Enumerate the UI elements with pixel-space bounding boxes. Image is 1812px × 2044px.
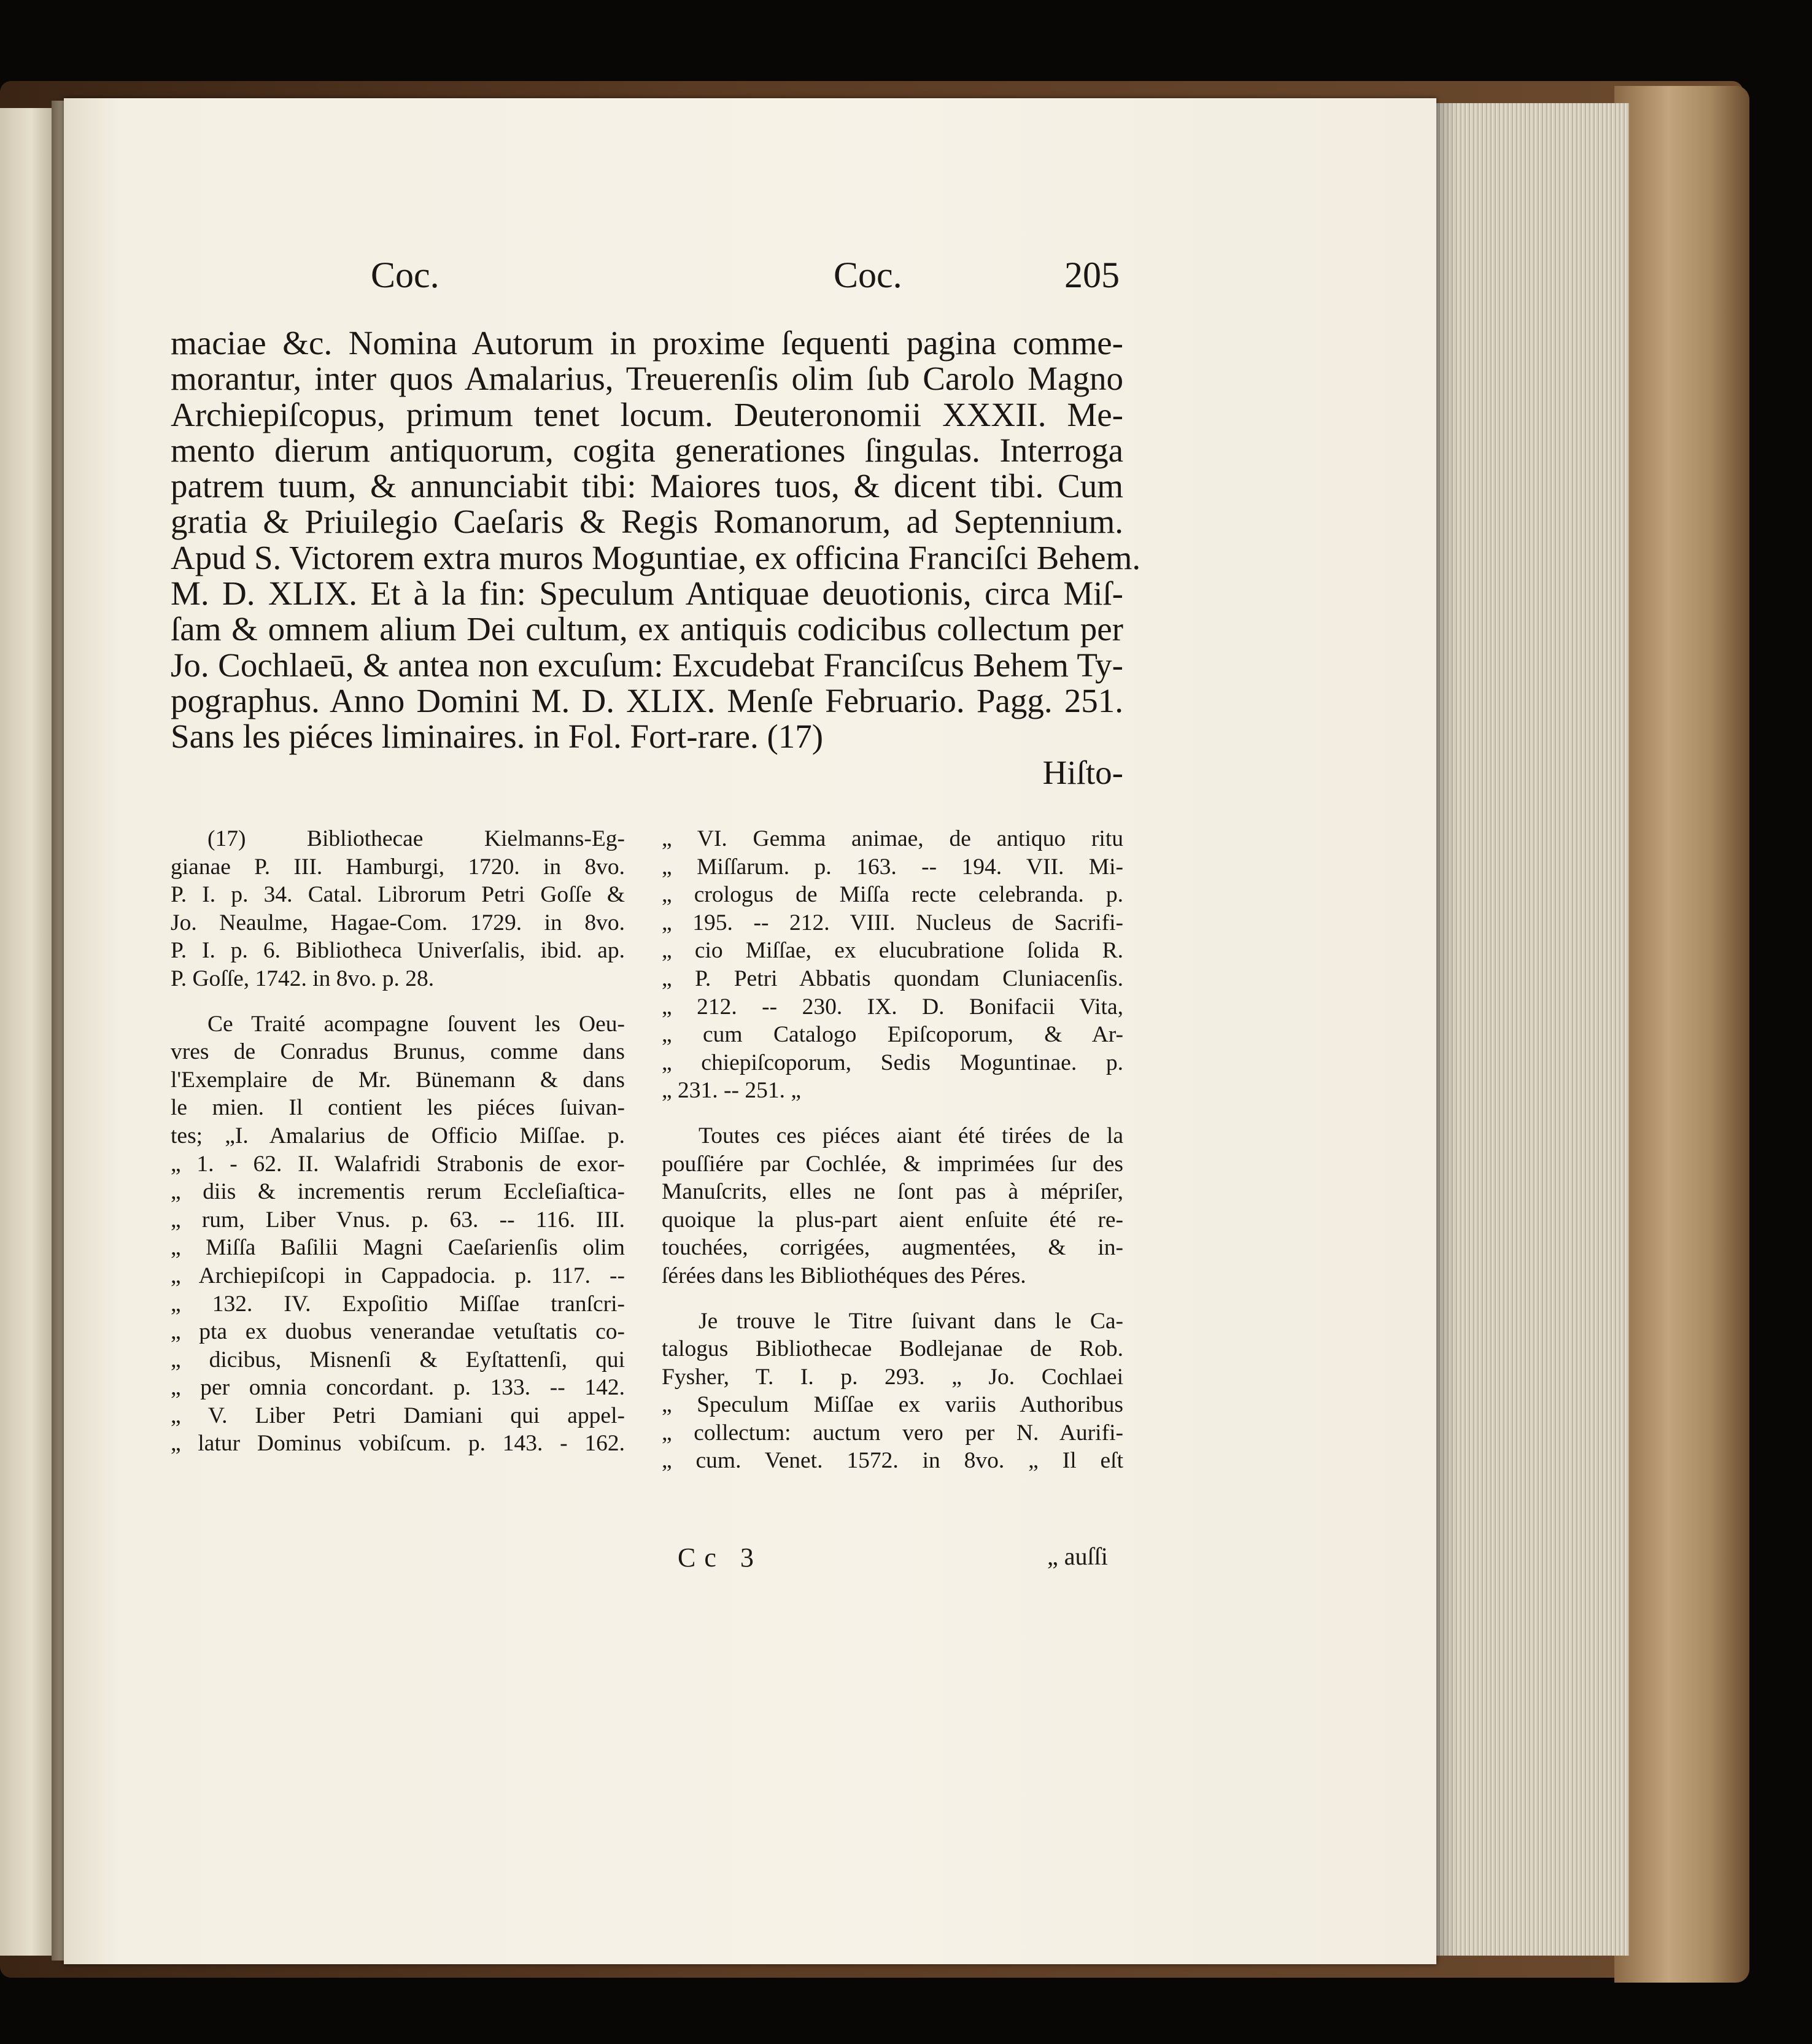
footnote-line: „ P. Petri Abbatis quondam Cluniacenſis.	[662, 966, 1123, 991]
footnote-line: touchées, corrigées, augmentées, & in-	[662, 1235, 1123, 1261]
paragraph-gap	[662, 1290, 1123, 1307]
footnote-line: ſérées dans les Bibliothéques des Péres.	[662, 1263, 1026, 1288]
footnote-line: Manuſcrits, elles ne ſont pas à mépriſer,	[662, 1179, 1123, 1205]
footnote-line: „ cum. Venet. 1572. in 8vo. „ Il eſt	[662, 1448, 1123, 1474]
page-block-edges	[1433, 103, 1629, 1956]
footnote-line: talogus Bibliothecae Bodlejanae de Rob.	[662, 1336, 1123, 1362]
footnote-line: l'Exemplaire de Mr. Bünemann & dans	[171, 1067, 625, 1093]
footnote-line: tes; „I. Amalarius de Officio Miſſae. p.	[171, 1123, 625, 1148]
footnote-left-column	[171, 825, 625, 1458]
paragraph-gap	[171, 993, 625, 1010]
footnote-line: „ diis & incrementis rerum Eccleſiaſtica-	[171, 1179, 625, 1205]
main-text-line: patrem tuum, & annunciabit tibi: Maiores tuos, & dicent tibi. Cum	[171, 467, 1123, 505]
footnote-line: „ cio Miſſae, ex elucubratione ſolida R.	[662, 938, 1123, 964]
main-text-catchline: Hiſto-	[1042, 753, 1123, 791]
main-text-line: Jo. Cochlaeū, & antea non excuſum: Excudebat Franciſcus Behem Ty-	[171, 646, 1123, 684]
main-text-line: Sans les piéces liminaires. in Fol. Fort-rare. (17)	[171, 718, 824, 756]
footnote-line: „ 231. -- 251. „	[662, 1078, 802, 1104]
main-text-line: M. D. XLIX. Et à la fin: Speculum Antiquae deuotionis, circa Miſ-	[171, 575, 1123, 613]
main-text-line: ſam & omnem alium Dei cultum, ex antiquis codicibus collectum per	[171, 610, 1123, 648]
footnote-line: Je trouve le Titre ſuivant dans le Ca-	[699, 1308, 1123, 1334]
footnote-line: P. Goſſe, 1742. in 8vo. p. 28.	[171, 966, 435, 991]
footnote-line: Ce Traité acompagne ſouvent les Oeu-	[207, 1011, 625, 1037]
main-text-line: mento dierum antiquorum, cogita generationes ſingulas. Interroga	[171, 431, 1123, 469]
footnote-line: „ Miſſarum. p. 163. -- 194. VII. Mi-	[662, 854, 1123, 880]
footnote-line: le mien. Il contient les piéces ſuivan-	[171, 1095, 625, 1121]
main-text-line: gratia & Priuilegio Caeſaris & Regis Romanorum, ad Septennium.	[171, 503, 1123, 541]
footnote-line: „ 1. - 62. II. Walafridi Strabonis de exor-	[171, 1151, 625, 1177]
footnote-line: „ dicibus, Misnenſi & Eyſtattenſi, qui	[171, 1347, 625, 1372]
footnote-line: „ VI. Gemma animae, de antiquo ritu	[662, 826, 1123, 851]
footnote-line: pouſſiére par Cochlée, & imprimées ſur des	[662, 1151, 1123, 1177]
main-text-block	[171, 324, 1141, 791]
footnote-line: „ Archiepiſcopi in Cappadocia. p. 117. --	[171, 1263, 625, 1288]
main-text-line: morantur, inter quos Amalarius, Treuerenſis olim ſub Carolo Magno	[171, 360, 1123, 398]
footnote-line: „ pta ex duobus venerandae vetuſtatis co-	[171, 1319, 625, 1345]
footnote-line: „ Speculum Miſſae ex variis Authoribus	[662, 1392, 1123, 1418]
footnote-line: „ per omnia concordant. p. 133. -- 142.	[171, 1375, 625, 1401]
running-head-center: Coc.	[834, 255, 902, 295]
footnote-line: „ latur Dominus vobiſcum. p. 143. - 162.	[171, 1431, 625, 1457]
footnote-line: quoique la plus-part aient enſuite été re-	[662, 1207, 1123, 1233]
footnote-line: vres de Conradus Brunus, comme dans	[171, 1039, 625, 1065]
footnote-line: gianae P. III. Hamburgi, 1720. in 8vo.	[171, 854, 625, 880]
footnote-line: Jo. Neaulme, Hagae-Com. 1729. in 8vo.	[171, 910, 625, 935]
footnote-line: „ 132. IV. Expoſitio Miſſae tranſcri-	[171, 1291, 625, 1317]
footnote-right-column	[662, 825, 1123, 1475]
footnote-line: Fysher, T. I. p. 293. „ Jo. Cochlaei	[662, 1364, 1123, 1390]
signature-mark: Cc 3	[678, 1543, 762, 1573]
footnote-line: „ cum Catalogo Epiſcoporum, & Ar-	[662, 1022, 1123, 1048]
footnote-line: „ 195. -- 212. VIII. Nucleus de Sacrifi-	[662, 910, 1123, 935]
footnote-line: P. I. p. 6. Bibliotheca Univerſalis, ibid. ap.	[171, 938, 625, 964]
main-text-line: Archiepiſcopus, primum tenet locum. Deuteronomii XXXII. Me-	[171, 395, 1123, 433]
footnote-line: „ collectum: auctum vero per N. Aurifi-	[662, 1420, 1123, 1446]
footnote-line: „ V. Liber Petri Damiani qui appel-	[171, 1403, 625, 1428]
footnote-line: Toutes ces piéces aiant été tirées de la	[699, 1123, 1123, 1148]
footnote-line: „ crologus de Miſſa recte celebranda. p.	[662, 882, 1123, 908]
footnote-line: „ chiepiſcoporum, Sedis Moguntinae. p.	[662, 1050, 1123, 1075]
main-text-line: Apud S. Victorem extra muros Moguntiae, ex officina Franciſci Behem.	[171, 538, 1141, 576]
left-page-edge	[0, 108, 56, 1956]
main-text-line: maciae &c. Nomina Autorum in proxime ſequenti pagina comme-	[171, 324, 1123, 362]
book-spine-leather	[1614, 86, 1749, 1983]
running-head-left: Coc.	[371, 255, 439, 295]
page-edge-shadow	[1433, 103, 1457, 1956]
footnote-line: „ Miſſa Baſilii Magni Caeſarienſis olim	[171, 1235, 625, 1261]
footnote-line: P. I. p. 34. Catal. Librorum Petri Goſſe &	[171, 882, 625, 908]
catchword: „ auſſi	[1047, 1543, 1108, 1570]
main-text-line: pographus. Anno Domini M. D. XLIX. Menſe Februario. Pagg. 251.	[171, 681, 1123, 719]
footnote-line: „ rum, Liber Vnus. p. 63. -- 116. III.	[171, 1207, 625, 1233]
page-number: 205	[1064, 255, 1120, 295]
paragraph-gap	[662, 1105, 1123, 1122]
footnote-line: „ 212. -- 230. IX. D. Bonifacii Vita,	[662, 994, 1123, 1020]
footnote-line: (17) Bibliothecae Kielmanns-Eg-	[207, 826, 625, 851]
